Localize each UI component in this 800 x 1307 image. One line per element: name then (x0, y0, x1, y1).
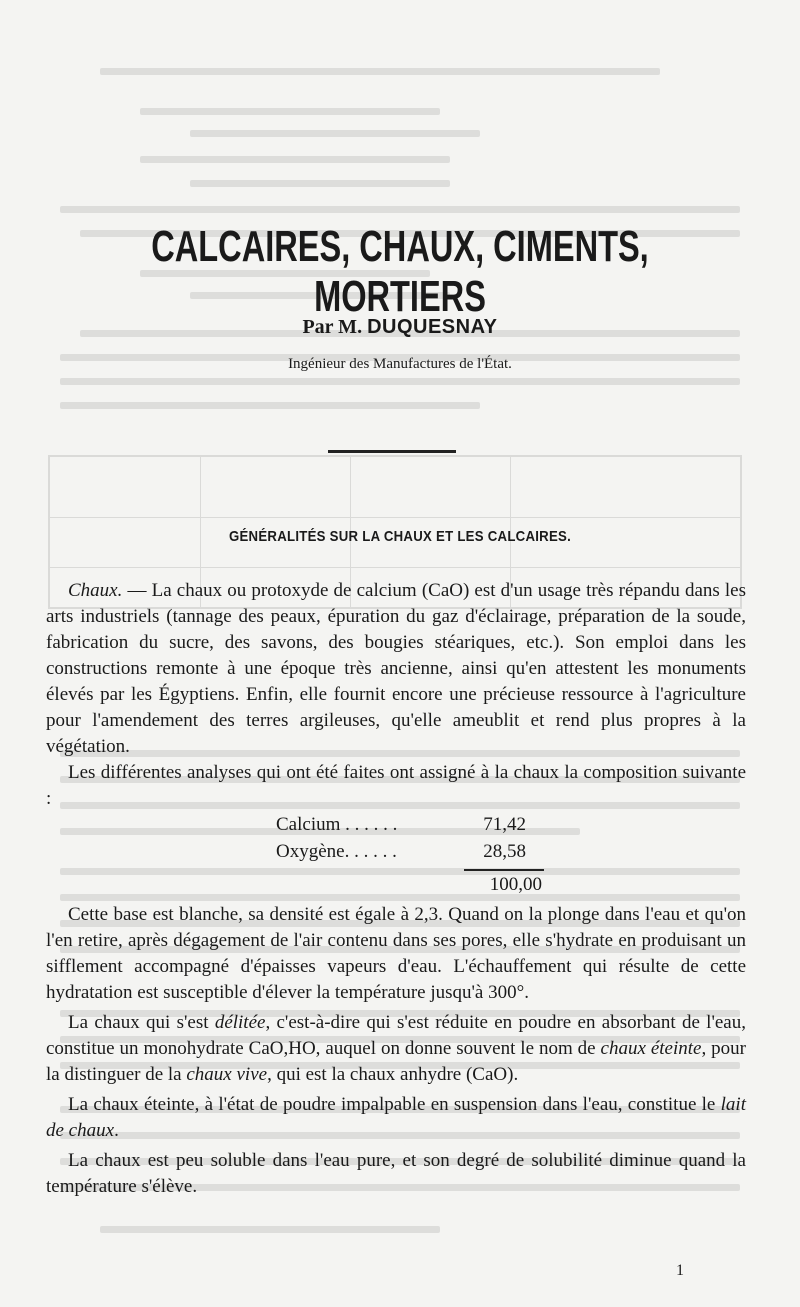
author-line (0, 316, 800, 339)
page-number: 1 (676, 1262, 684, 1279)
document-title: CALCAIRES, CHAUX, CIMENTS, MORTIERS (151, 222, 649, 321)
italic-term: chaux éteinte (600, 1038, 702, 1059)
composition-label: Oxygène. . . . . . (276, 841, 397, 862)
paragraph-solubilite: La chaux est peu soluble dans l'eau pure, et son degré de solubilité diminue quand la température s'élève. (46, 1150, 746, 1197)
italic-term: chaux vive (186, 1064, 268, 1085)
paragraph-analyses: Les différentes analyses qui ont été faites ont assigné à la chaux la composition suivante : (46, 762, 746, 809)
text-run: . (114, 1120, 119, 1141)
paragraph-lead: Chaux. (68, 580, 123, 601)
paragraph-base: Cette base est blanche, sa densité est égale à 2,3. Quand on la plonge dans l'eau et qu'on l'en retire, après dégagement de l'air contenu dans ses pores, elle s'hydrate en produisant un sifflement accompagné d'épaisses vapeurs d'eau. L'échauffement qui résulte de cette hydratation est susceptible d'élever la température jusqu'à 300°. (46, 904, 746, 1003)
author-prefix: Par M. (302, 316, 363, 338)
section-heading: GÉNÉRALITÉS SUR LA CHAUX ET LES CALCAIRES. (228, 528, 572, 545)
text-run: , qui est la chaux anhydre (CaO). (267, 1064, 519, 1085)
composition-table (46, 812, 746, 898)
title-divider (328, 450, 456, 453)
composition-total: 100,00 (489, 874, 542, 895)
sum-rule (464, 869, 544, 871)
italic-term: lait de chaux (46, 1094, 746, 1141)
text-run: , pour la distinguer de la (46, 1038, 746, 1085)
text-run: , c'est-à-dire qui s'est réduite en poudre en absorbant de l'eau, constitue un monohydrate CaO,HO, auquel on donne souvent le nom de (46, 1012, 746, 1059)
composition-value: 28,58 (483, 841, 526, 862)
paragraph-text: — La chaux ou protoxyde de calcium (CaO) est d'un usage très répandu dans les arts industriels (tannage des peaux, épuration du gaz d'éclairage, préparation de la soude, fabrication du sucre, des savons, des bougies stéariques, etc.). Son emploi dans les constructions remonte à une époque très ancienne, ainsi qu'en attestent les monuments élevés par les Égyptiens. Enfin, elle fournit encore une précieuse ressource à l'agriculture pour l'amendement des terres argileuses, qu'elle ameublit et rend plus propres à la végétation. (46, 580, 746, 757)
author-role: Ingénieur des Manufactures de l'État. (288, 356, 512, 372)
body-text (46, 578, 746, 1200)
text-run: La chaux éteinte, à l'état de poudre impalpable en suspension dans l'eau, constitue le (68, 1094, 721, 1115)
author-name: DUQUESNAY (367, 316, 498, 338)
paragraph-delitee (46, 1010, 746, 1088)
italic-term: délitée (214, 1012, 266, 1033)
paragraph-lait (46, 1092, 746, 1144)
text-run: La chaux qui s'est (68, 1012, 215, 1033)
composition-label: Calcium . . . . . . (276, 814, 398, 835)
composition-value: 71,42 (483, 814, 526, 835)
paragraph-chaux (46, 578, 746, 760)
